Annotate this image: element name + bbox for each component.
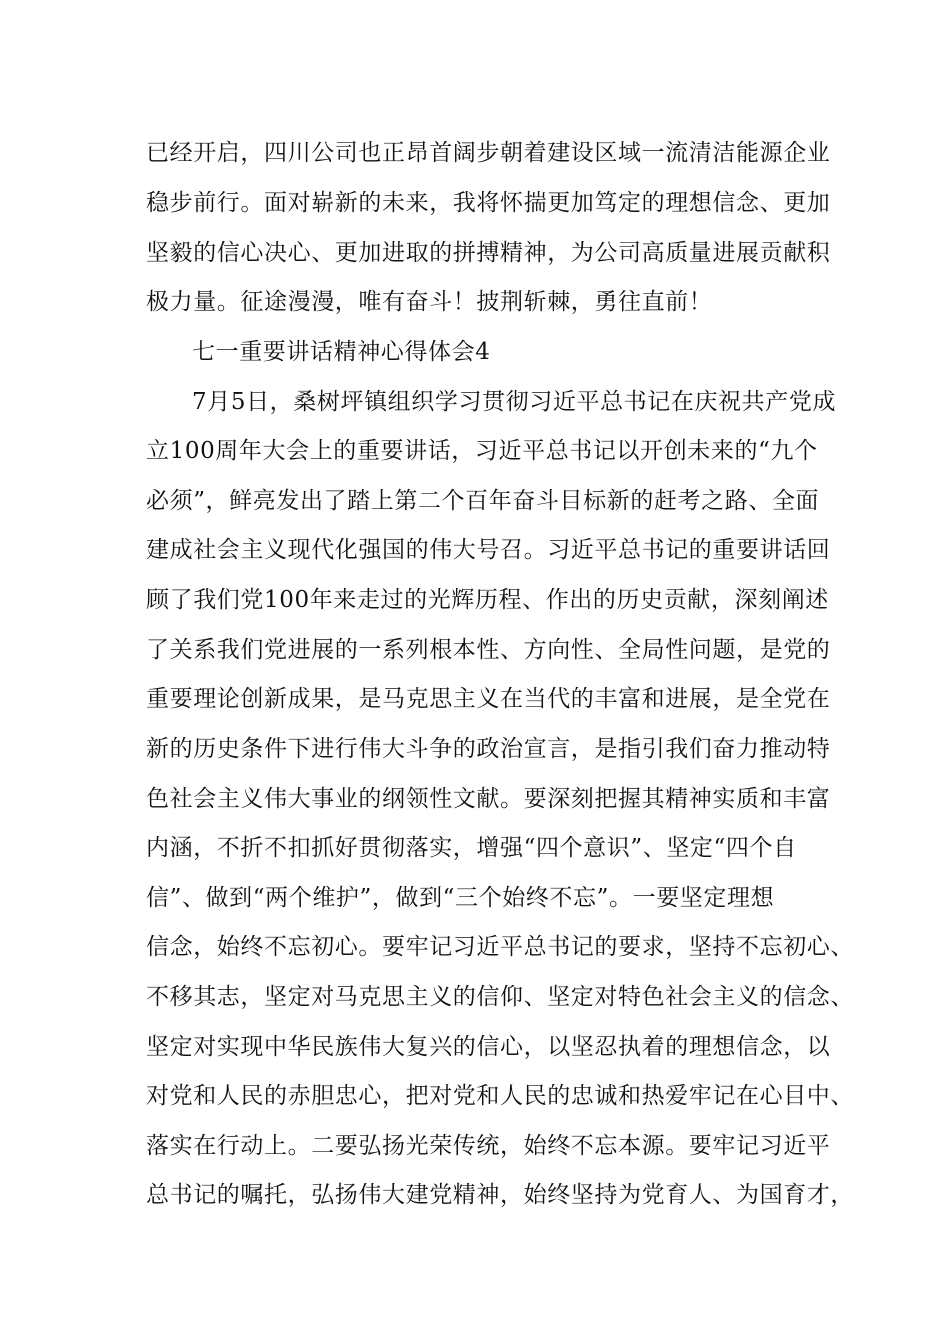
text-line: 对党和人民的赤胆忠心，把对党和人民的忠诚和热爱牢记在心目中、 <box>146 1083 854 1109</box>
text-line: 信”、做到“两个维护”，做到“三个始终不忘”。一要坚定理想 <box>146 885 775 911</box>
text-line: 稳步前行。面对崭新的未来，我将怀揣更加笃定的理想信念、更加 <box>146 190 831 216</box>
text-line: 总书记的嘱托，弘扬伟大建党精神，始终坚持为党育人、为国育才， <box>146 1182 854 1208</box>
text-line: 已经开启，四川公司也正昂首阔步朝着建设区域一流清洁能源企业 <box>146 140 831 166</box>
text-line: 色社会主义伟大事业的纲领性文献。要深刻把握其精神实质和丰富 <box>146 786 831 812</box>
text-line: 信念，始终不忘初心。要牢记习近平总书记的要求，坚持不忘初心、 <box>146 934 854 960</box>
text-line: 坚定对实现中华民族伟大复兴的信心，以坚忍执着的理想信念，以 <box>146 1034 831 1060</box>
section-heading: 七一重要讲话精神心得体会4 <box>192 339 491 365</box>
text-line: 不移其志，坚定对马克思主义的信仰、坚定对特色社会主义的信念、 <box>146 984 854 1010</box>
text-line: 落实在行动上。二要弘扬光荣传统，始终不忘本源。要牢记习近平 <box>146 1133 831 1159</box>
text-line: 顾了我们党100年来走过的光辉历程、作出的历史贡献，深刻阐述 <box>146 587 829 613</box>
text-line: 内涵，不折不扣抓好贯彻落实，增强“四个意识”、坚定“四个自 <box>146 835 797 861</box>
text-line: 立100周年大会上的重要讲话，习近平总书记以开创未来的“九个 <box>146 438 818 464</box>
text-line: 极力量。征途漫漫，唯有奋斗！披荆斩棘，勇往直前！ <box>146 289 713 315</box>
text-line: 必须”，鲜亮发出了踏上第二个百年奋斗目标新的赶考之路、全面 <box>146 488 820 514</box>
text-line: 建成社会主义现代化强国的伟大号召。习近平总书记的重要讲话回 <box>146 537 831 563</box>
text-line: 坚毅的信心决心、更加进取的拼搏精神，为公司高质量进展贡献积 <box>146 240 831 266</box>
text-line: 新的历史条件下进行伟大斗争的政治宣言，是指引我们奋力推动特 <box>146 736 831 762</box>
text-line: 7月5日，桑树坪镇组织学习贯彻习近平总书记在庆祝共产党成 <box>192 389 837 415</box>
text-line: 了关系我们党进展的一系列根本性、方向性、全局性问题，是党的 <box>146 637 831 663</box>
text-line: 重要理论创新成果，是马克思主义在当代的丰富和进展，是全党在 <box>146 686 831 712</box>
